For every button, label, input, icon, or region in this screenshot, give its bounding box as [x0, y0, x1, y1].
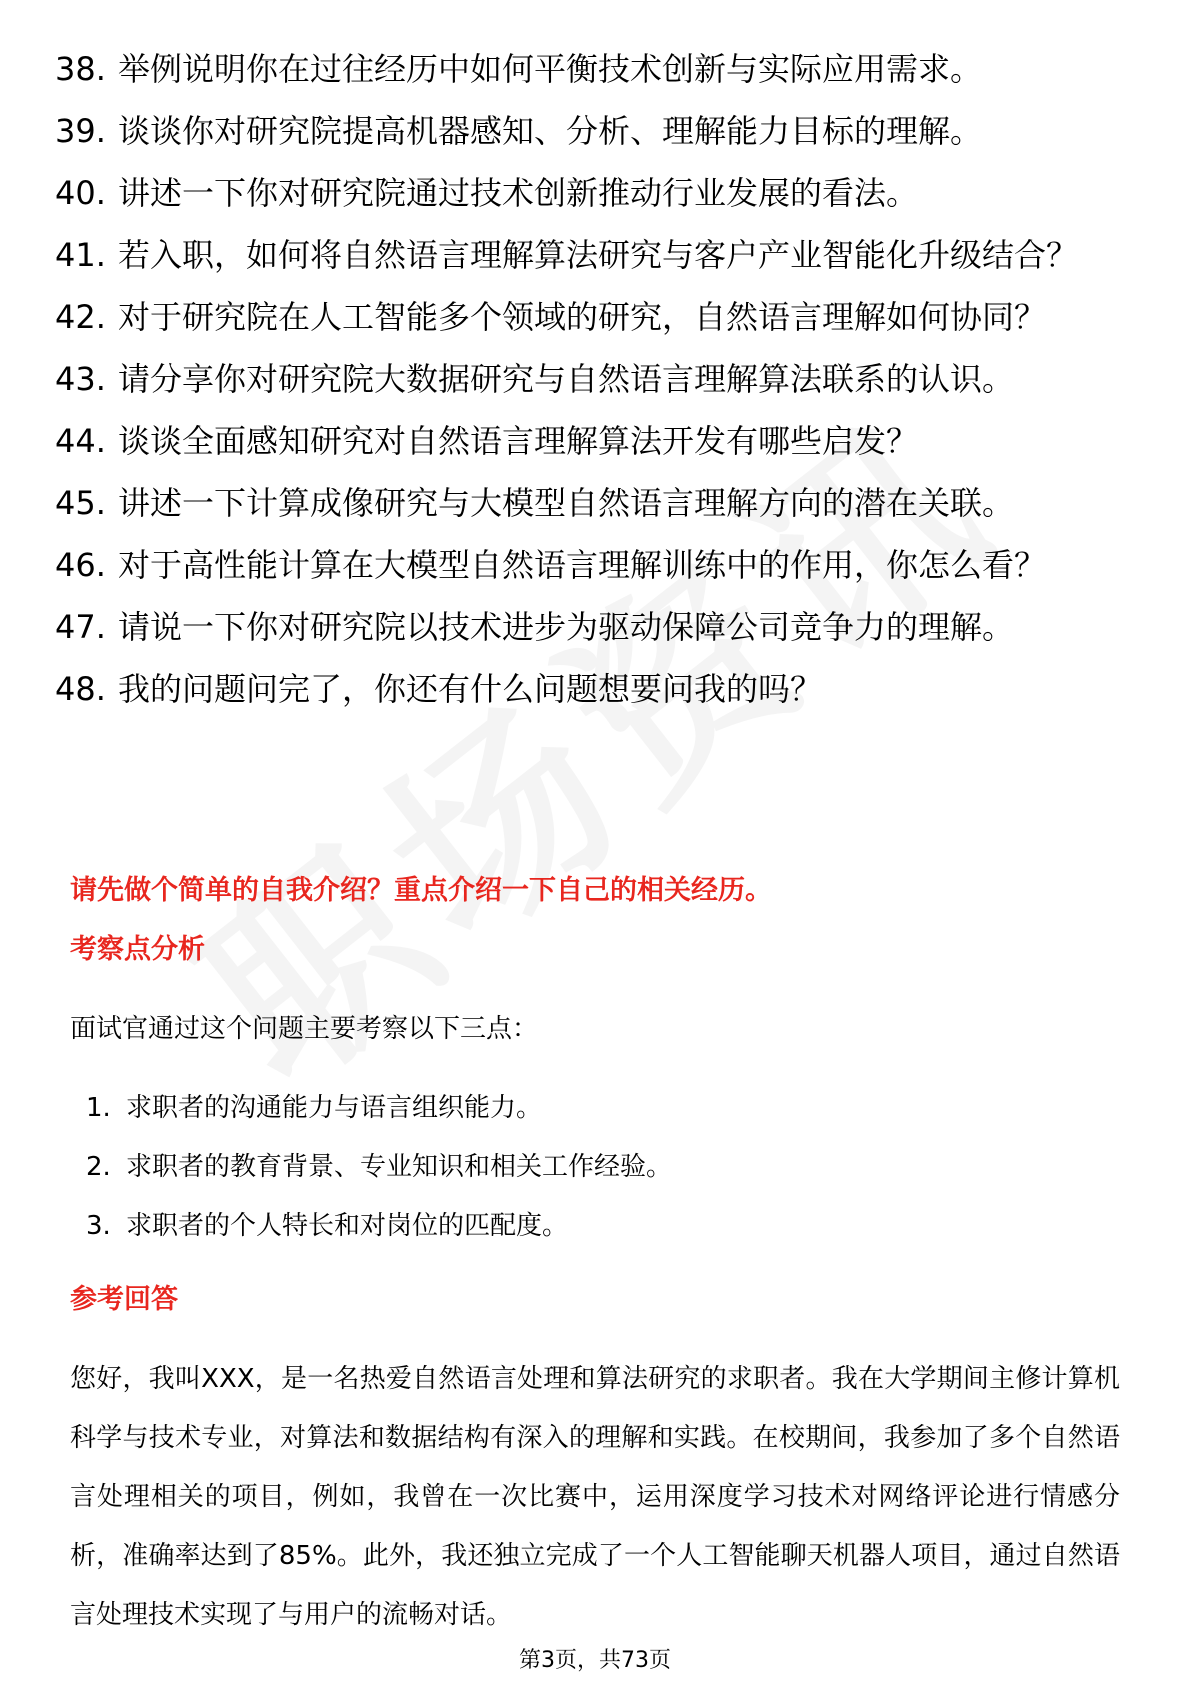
question-text: 讲述一下计算成像研究与大模型自然语言理解方向的潜在关联。 [118, 484, 1015, 522]
question-text: 举例说明你在过往经历中如何平衡技术创新与实际应用需求。 [118, 50, 983, 88]
answer-paragraph: 您好，我叫XXX，是一名热爱自然语言处理和算法研究的求职者。我在大学期间主修计算机科学与技术专业，对算法和数据结构有深入的理解和实践。在校期间，我参加了多个自然语言处理相关的项目，例如，我曾在一次比赛中，运用深度学习技术对网络评论进行情感分析，准确率达到了85%。此外，我还独立完成了一个人工智能聊天机器人项目，通过自然语言处理技术实现了与用户的流畅对话。 [70, 1364, 1120, 1630]
question-text: 请分享你对研究院大数据研究与自然语言理解算法联系的认识。 [118, 360, 1015, 398]
analysis-point [0, 1090, 1190, 1126]
question-heading: 请先做个简单的自我介绍？重点介绍一下自己的相关经历。 [70, 875, 772, 906]
point-number: 1. [86, 1093, 111, 1123]
point-text: 求职者的个人特长和对岗位的匹配度。 [126, 1211, 569, 1241]
question-number: 46. [55, 546, 106, 584]
question-item [0, 296, 1190, 338]
page-footer: 第3页，共73页 [519, 1648, 671, 1673]
question-list [0, 48, 1190, 730]
analysis-heading: 考察点分析 [70, 934, 205, 965]
analysis-point [0, 1208, 1190, 1244]
question-text: 请说一下你对研究院以技术进步为驱动保障公司竞争力的理解。 [118, 608, 1015, 646]
question-item [0, 544, 1190, 586]
question-number: 44. [55, 422, 106, 460]
question-number: 42. [55, 298, 106, 336]
question-text: 对于研究院在人工智能多个领域的研究，自然语言理解如何协同？ [118, 298, 1047, 336]
question-text: 若入职，如何将自然语言理解算法研究与客户产业智能化升级结合？ [118, 236, 1079, 274]
question-number: 43. [55, 360, 106, 398]
question-item [0, 48, 1190, 90]
question-item [0, 668, 1190, 710]
question-item [0, 482, 1190, 524]
question-item [0, 234, 1190, 276]
question-item [0, 358, 1190, 400]
analysis-points-list [0, 1090, 1190, 1267]
question-item [0, 420, 1190, 462]
analysis-point [0, 1149, 1190, 1185]
point-text: 求职者的沟通能力与语言组织能力。 [126, 1093, 543, 1123]
question-number: 41. [55, 236, 106, 274]
question-number: 45. [55, 484, 106, 522]
answer-heading: 参考回答 [70, 1284, 178, 1315]
question-number: 48. [55, 670, 106, 708]
question-number: 47. [55, 608, 106, 646]
question-text: 谈谈全面感知研究对自然语言理解算法开发有哪些启发？ [118, 422, 919, 460]
point-number: 3. [86, 1211, 111, 1241]
analysis-intro: 面试官通过这个问题主要考察以下三点： [70, 1014, 539, 1044]
question-item [0, 110, 1190, 152]
question-number: 38. [55, 50, 106, 88]
question-text: 讲述一下你对研究院通过技术创新推动行业发展的看法。 [118, 174, 919, 212]
point-number: 2. [86, 1152, 111, 1182]
question-text: 对于高性能计算在大模型自然语言理解训练中的作用，你怎么看？ [118, 546, 1047, 584]
question-text: 我的问题问完了，你还有什么问题想要问我的吗？ [118, 670, 823, 708]
point-text: 求职者的教育背景、专业知识和相关工作经验。 [126, 1152, 673, 1182]
question-item [0, 606, 1190, 648]
question-text: 谈谈你对研究院提高机器感知、分析、理解能力目标的理解。 [118, 112, 983, 150]
question-number: 39. [55, 112, 106, 150]
question-number: 40. [55, 174, 106, 212]
question-item [0, 172, 1190, 214]
